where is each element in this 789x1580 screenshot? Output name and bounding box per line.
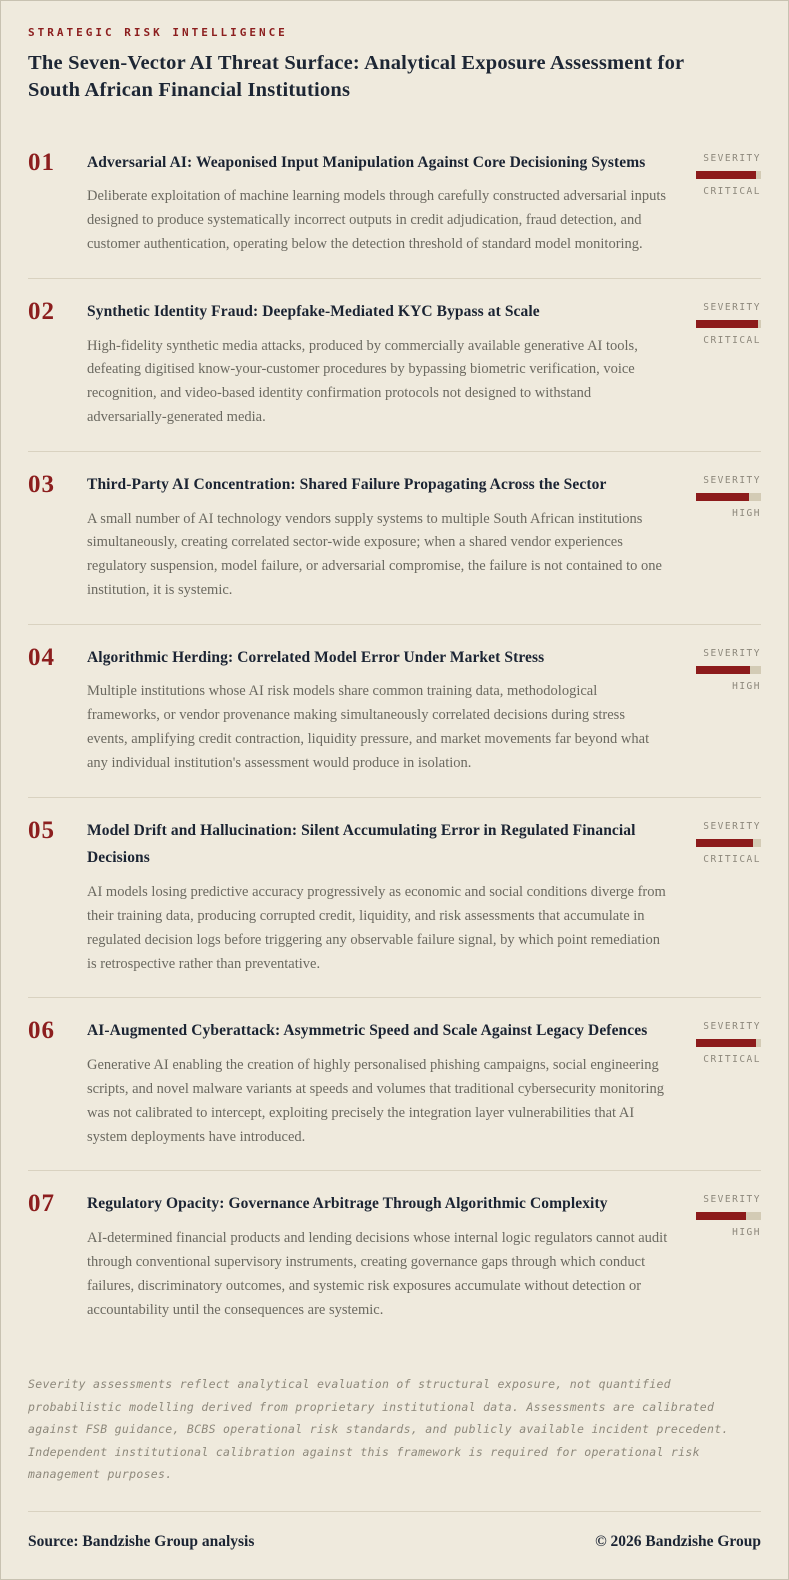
severity-bar (696, 1212, 761, 1220)
severity-label: SEVERITY (703, 1194, 761, 1206)
threat-item-05 (28, 798, 761, 999)
threat-number: 03 (28, 470, 55, 498)
eyebrow-label: STRATEGIC RISK INTELLIGENCE (28, 26, 288, 39)
threat-content (87, 644, 685, 776)
threat-item-03 (28, 452, 761, 625)
severity-value: CRITICAL (703, 853, 761, 865)
severity-indicator (685, 298, 761, 430)
threat-number: 01 (28, 148, 55, 176)
threat-item-07 (28, 1171, 761, 1343)
threat-description: Deliberate exploitation of machine learning models through carefully constructed adversarial inputs designed to produce systematically incorrect outputs in credit adjudication, fraud detection, and customer authentication, operating below the detection threshold of standard model monitoring. (87, 188, 666, 252)
severity-value: CRITICAL (703, 1054, 761, 1066)
threat-number: 02 (28, 297, 55, 325)
threat-title: Adversarial AI: Weaponised Input Manipulation Against Core Decisioning Systems (87, 153, 646, 171)
threat-description: High-fidelity synthetic media attacks, produced by commercially available generative AI tools, defeating digitised know-your-customer procedures by bypassing biometric verification, voice recognition, and video-based identity confirmation protocols not designed to withstand adversarially-generated media. (87, 337, 638, 425)
threat-description: AI-determined financial products and lending decisions whose internal logic regulators cannot audit through conventional supervisory instruments, creating governance gaps through which conduct failures, discriminatory outcomes, and systemic risk exposures accumulate without detection or accountability until the consequences are systemic. (87, 1230, 668, 1318)
severity-bar-fill (696, 1039, 756, 1047)
threat-title: AI-Augmented Cyberattack: Asymmetric Speed and Scale Against Legacy Defences (87, 1022, 648, 1040)
severity-indicator (685, 817, 761, 977)
threat-content (87, 149, 685, 257)
severity-value: CRITICAL (703, 334, 761, 346)
severity-indicator (685, 1017, 761, 1149)
source-attribution: Source: Bandzishe Group analysis (28, 1533, 255, 1551)
threat-item-06 (28, 998, 761, 1171)
severity-bar (696, 666, 761, 674)
threat-item-02 (28, 279, 761, 452)
footer-divider (28, 1511, 761, 1512)
severity-label: SEVERITY (703, 301, 761, 313)
threat-content (87, 817, 685, 977)
severity-value: HIGH (732, 1227, 761, 1239)
threat-description: Multiple institutions whose AI risk models share common training data, methodological frameworks, or vendor provenance making simultaneously correlated decisions during stress events, amplifying credit contraction, liquidity pressure, and market movements far beyond what any individual institution's assessment would produce in isolation. (87, 683, 650, 771)
severity-bar-fill (696, 839, 753, 847)
copyright-notice: © 2026 Bandzishe Group (595, 1533, 761, 1551)
threat-number: 05 (28, 816, 55, 844)
severity-bar-fill (696, 320, 758, 328)
threat-content (87, 1017, 685, 1149)
threat-description: A small number of AI technology vendors supply systems to multiple South African institutions simultaneously, creating correlated sector-wide exposure; when a shared vendor experiences regulatory suspension, model failure, or adversarial compromise, the failure is not contained to one institution, it is systemic. (87, 510, 662, 598)
severity-label: SEVERITY (703, 647, 761, 659)
severity-bar (696, 493, 761, 501)
severity-value: CRITICAL (703, 185, 761, 197)
severity-value: HIGH (732, 680, 761, 692)
threat-title: Regulatory Opacity: Governance Arbitrage Through Algorithmic Complexity (87, 1195, 608, 1213)
threat-content (87, 471, 685, 603)
threat-description: Generative AI enabling the creation of highly personalised phishing campaigns, social engineering scripts, and novel malware variants at speeds and volumes that traditional cybersecurity monitoring was not calibrated to intercept, exploiting precisely the integration layer vulnerabilities that AI system deployments have introduced. (87, 1057, 665, 1145)
severity-label: SEVERITY (703, 152, 761, 164)
page-title: The Seven-Vector AI Threat Surface: Analytical Exposure Assessment for South African Financial Institutions (28, 52, 684, 102)
severity-label: SEVERITY (703, 1021, 761, 1033)
severity-indicator (685, 149, 761, 257)
severity-bar-fill (696, 666, 750, 674)
threat-title: Third-Party AI Concentration: Shared Failure Propagating Across the Sector (87, 475, 607, 493)
severity-label: SEVERITY (703, 474, 761, 486)
severity-label: SEVERITY (703, 820, 761, 832)
threat-title: Model Drift and Hallucination: Silent Accumulating Error in Regulated Financial Decisions (87, 821, 636, 867)
severity-bar-fill (696, 171, 756, 179)
methodology-disclaimer: Severity assessments reflect analytical evaluation of structural exposure, not quantified probabilistic modelling derived from proprietary institutional data. Assessments are calibrated against FSB guidance, BCBS operational risk standards, and publicly available incident precedent. Independent institutional calibration against this framework is required for operational risk management purposes. (28, 1377, 729, 1481)
threat-content (87, 298, 685, 430)
severity-bar-fill (696, 1212, 746, 1220)
threat-item-01 (28, 149, 761, 279)
threat-title: Synthetic Identity Fraud: Deepfake-Mediated KYC Bypass at Scale (87, 302, 540, 320)
severity-bar (696, 320, 761, 328)
severity-indicator (685, 644, 761, 776)
threat-number: 06 (28, 1017, 55, 1045)
severity-bar (696, 171, 761, 179)
threat-list (28, 149, 761, 1344)
severity-indicator (685, 1190, 761, 1322)
severity-bar-fill (696, 493, 749, 501)
threat-item-04 (28, 625, 761, 798)
severity-bar (696, 1039, 761, 1047)
threat-content (87, 1190, 685, 1322)
severity-bar (696, 839, 761, 847)
page-footer (28, 1533, 761, 1551)
threat-description: AI models losing predictive accuracy progressively as economic and social conditions diverge from their training data, producing corrupted credit, liquidity, and risk assessments that accumulate in regulated decision logs before triggering any observable failure signal, by which point remediation is retrospective rather than preventative. (87, 884, 666, 972)
severity-value: HIGH (732, 507, 761, 519)
severity-indicator (685, 471, 761, 603)
threat-title: Algorithmic Herding: Correlated Model Error Under Market Stress (87, 648, 545, 666)
threat-number: 04 (28, 643, 55, 671)
threat-number: 07 (28, 1190, 55, 1218)
